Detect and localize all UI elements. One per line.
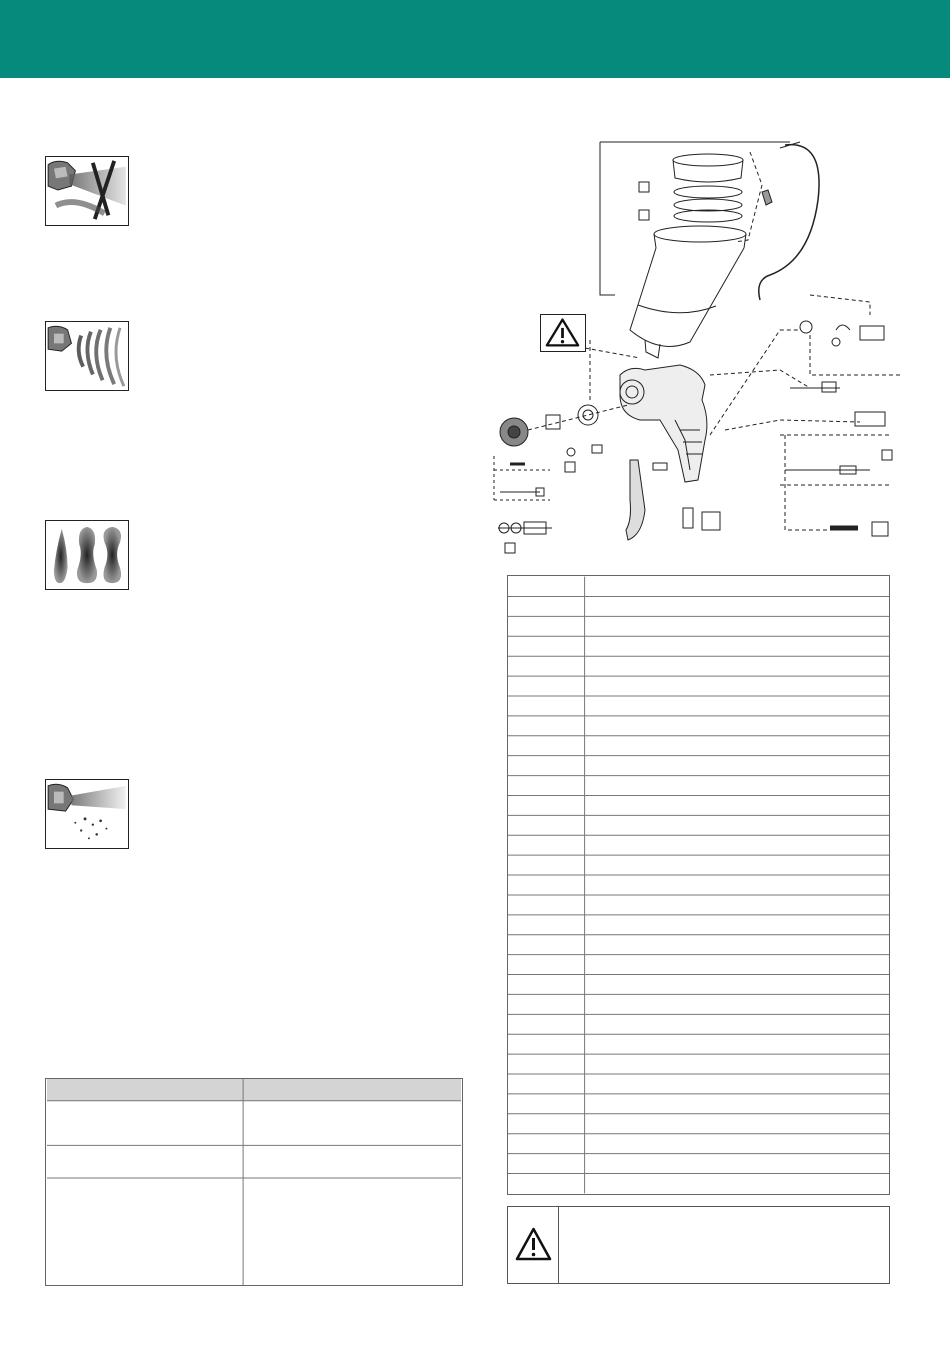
spray-waves-icon [45, 321, 129, 391]
diagram-warning-callout [540, 314, 586, 352]
spray-gun-crossed-icon [45, 156, 129, 226]
parts-list-table [507, 575, 890, 1195]
spray-pattern-shapes-icon [45, 520, 129, 590]
spray-droplets-icon [45, 779, 129, 849]
warning-note-box [507, 1206, 890, 1284]
troubleshooting-table [45, 1078, 463, 1286]
warning-icon-cell [508, 1207, 559, 1283]
header-band [0, 0, 950, 78]
